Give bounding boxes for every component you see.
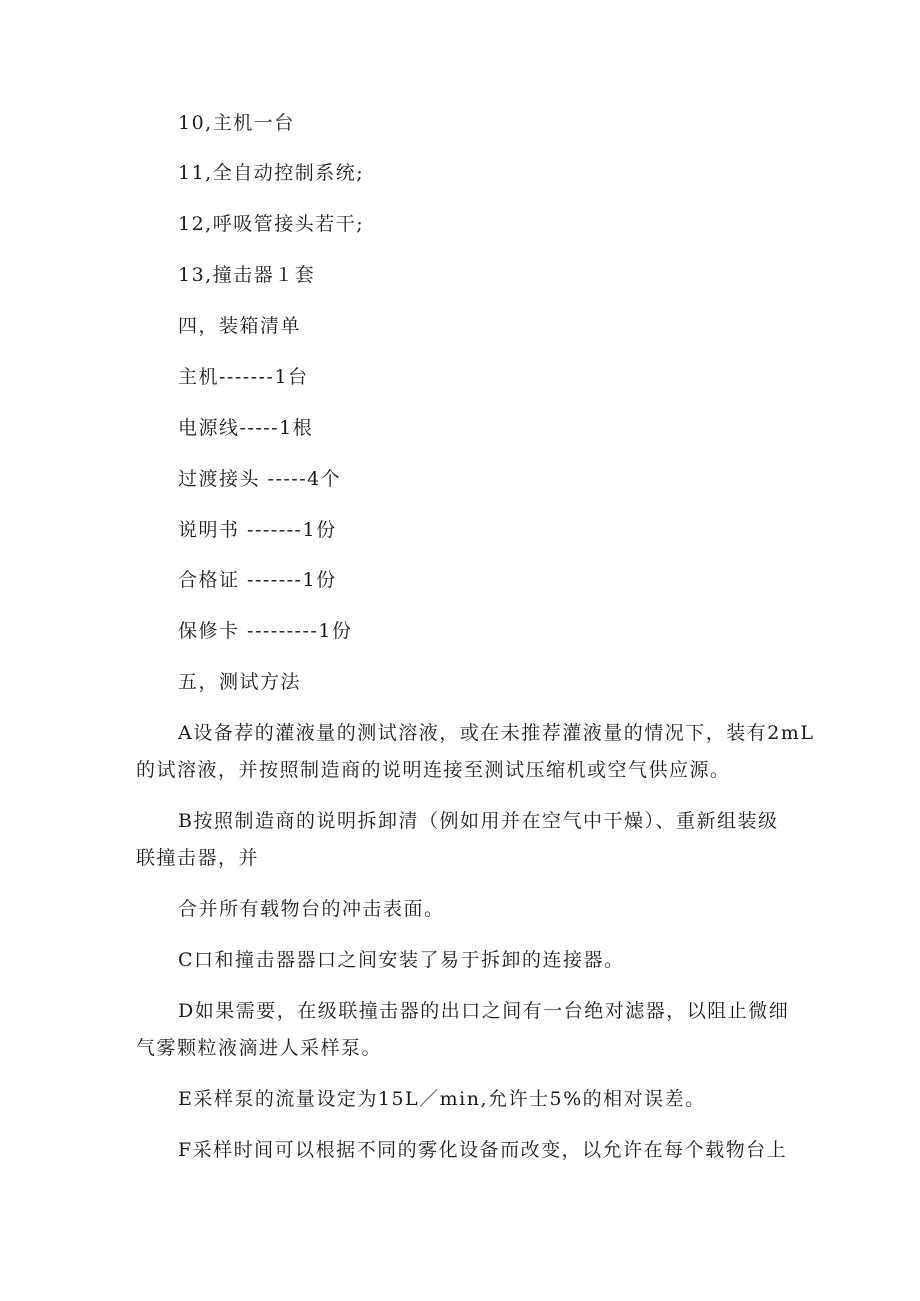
list-item-12: 12,呼吸管接头若干;: [178, 213, 365, 235]
section-heading-packing-list: 四，装箱清单: [178, 315, 302, 337]
paragraph-d-line-1: D如果需要，在级联撞击器的出口之间有一台绝对滤器，以阻止微细: [178, 1000, 790, 1022]
section-heading-test-method: 五，测试方法: [178, 671, 302, 693]
paragraph-d-line-2: 气雾颗粒液滴进人采样泵。: [136, 1037, 383, 1059]
packing-item-adapter: 过渡接头 -----4个: [178, 468, 342, 490]
paragraph-b-line-1: B按照制造商的说明拆卸清（例如用并在空气中干燥）、重新组装级: [178, 810, 779, 832]
list-item-11: 11,全自动控制系统;: [178, 162, 365, 184]
packing-item-certificate: 合格证 -------1份: [178, 569, 337, 591]
list-item-13: 13,撞击器１套: [178, 264, 316, 286]
paragraph-c: C口和撞击器器口之间安装了易于拆卸的连接器。: [178, 949, 625, 971]
packing-item-host: 主机-------1台: [178, 366, 309, 388]
paragraph-b-line-2: 联撞击器，并: [136, 847, 260, 869]
packing-item-power-cord: 电源线-----1根: [178, 417, 314, 439]
paragraph-a-line-1: A设备荐的灌液量的测试溶液，或在未推荐灌液量的情况下，装有2mL: [178, 722, 815, 744]
paragraph-b-line-3: 合并所有载物台的冲击表面。: [178, 898, 445, 920]
packing-item-warranty-card: 保修卡 ---------1份: [178, 620, 353, 642]
paragraph-a-line-2: 的试溶液，并按照制造商的说明连接至测试压缩机或空气供应源。: [136, 759, 731, 781]
packing-item-manual: 说明书 -------1份: [178, 519, 337, 541]
paragraph-f-line-1: F采样时间可以根据不同的雾化设备而改变，以允许在每个载物台上: [178, 1139, 788, 1161]
list-item-10: 10,主机一台: [178, 112, 295, 134]
paragraph-e: E采样泵的流量设定为15L／min,允许士5%的相对误差。: [178, 1088, 706, 1110]
